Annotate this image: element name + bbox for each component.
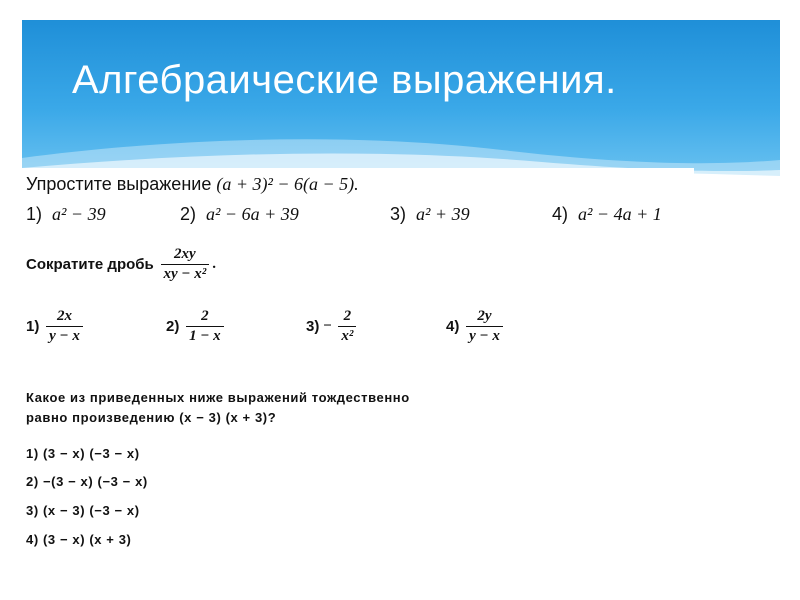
task1-option-3	[390, 204, 470, 225]
task2-option-1	[26, 308, 86, 345]
task1-option-2	[180, 204, 299, 225]
fraction-denominator: 1 − x	[186, 326, 224, 345]
option-number: 4)	[26, 532, 39, 547]
slide-title: Алгебраические выражения.	[72, 58, 617, 102]
fraction-numerator: 2	[201, 308, 209, 324]
option-number: 4)	[552, 204, 569, 224]
task2-fraction	[161, 246, 210, 283]
option-number: 1)	[26, 446, 39, 461]
option-number: 3)	[26, 503, 39, 518]
fraction-numerator: 2xy	[174, 246, 196, 262]
task2-prompt-text: Сократите дробь	[26, 256, 154, 273]
task1-prompt-text: Упростите выражение	[26, 174, 217, 194]
task2-option-4	[446, 308, 506, 345]
task3-option-1	[26, 446, 140, 461]
task2-period: .	[212, 256, 217, 272]
option-expression: a² − 6a + 39	[206, 204, 299, 224]
fraction-numerator: 2	[343, 308, 352, 324]
fraction-denominator: x²	[338, 326, 356, 345]
option-sign: −	[323, 318, 332, 334]
task2-prompt	[26, 246, 216, 283]
option-number: 2)	[26, 474, 39, 489]
task3-question-line-1: Какое из приведенных ниже выражений тождественно	[26, 390, 410, 405]
option-number: 3)	[390, 204, 407, 224]
option-expression: a² + 39	[416, 204, 470, 224]
option-expression: (x − 3) (−3 − x)	[42, 503, 140, 518]
task3-option-2	[26, 474, 148, 489]
task1-expression: (a + 3)² − 6(a − 5).	[216, 174, 359, 194]
option-number: 3)	[306, 318, 320, 335]
option-number: 4)	[446, 318, 460, 335]
fraction-numerator: 2x	[56, 308, 72, 324]
option-fraction	[338, 308, 356, 345]
option-fraction	[466, 308, 503, 345]
task3-question-line-2: равно произведению (x − 3) (x + 3)?	[26, 410, 277, 425]
option-expression: a² − 39	[52, 204, 106, 224]
option-expression: (3 − x) (x + 3)	[42, 532, 132, 547]
task1-prompt	[26, 174, 359, 195]
task2-option-3	[306, 308, 359, 345]
option-number: 2)	[180, 204, 197, 224]
task2-option-2	[166, 308, 227, 345]
task3-option-3	[26, 503, 140, 518]
fraction-denominator: xy − x²	[161, 264, 210, 283]
fraction-numerator: 2y	[477, 308, 492, 324]
option-expression: (3 − x) (−3 − x)	[42, 446, 140, 461]
option-number: 2)	[166, 318, 180, 335]
option-fraction	[186, 308, 224, 345]
option-number: 1)	[26, 204, 43, 224]
fraction-denominator: y − x	[466, 326, 503, 345]
option-expression: a² − 4a + 1	[578, 204, 662, 224]
option-number: 1)	[26, 318, 40, 335]
fraction-denominator: y − x	[46, 326, 83, 345]
task3-option-4	[26, 532, 131, 547]
option-fraction	[46, 308, 83, 345]
task1-option-1	[26, 204, 106, 225]
task1-option-4	[552, 204, 662, 225]
option-expression: −(3 − x) (−3 − x)	[42, 474, 148, 489]
